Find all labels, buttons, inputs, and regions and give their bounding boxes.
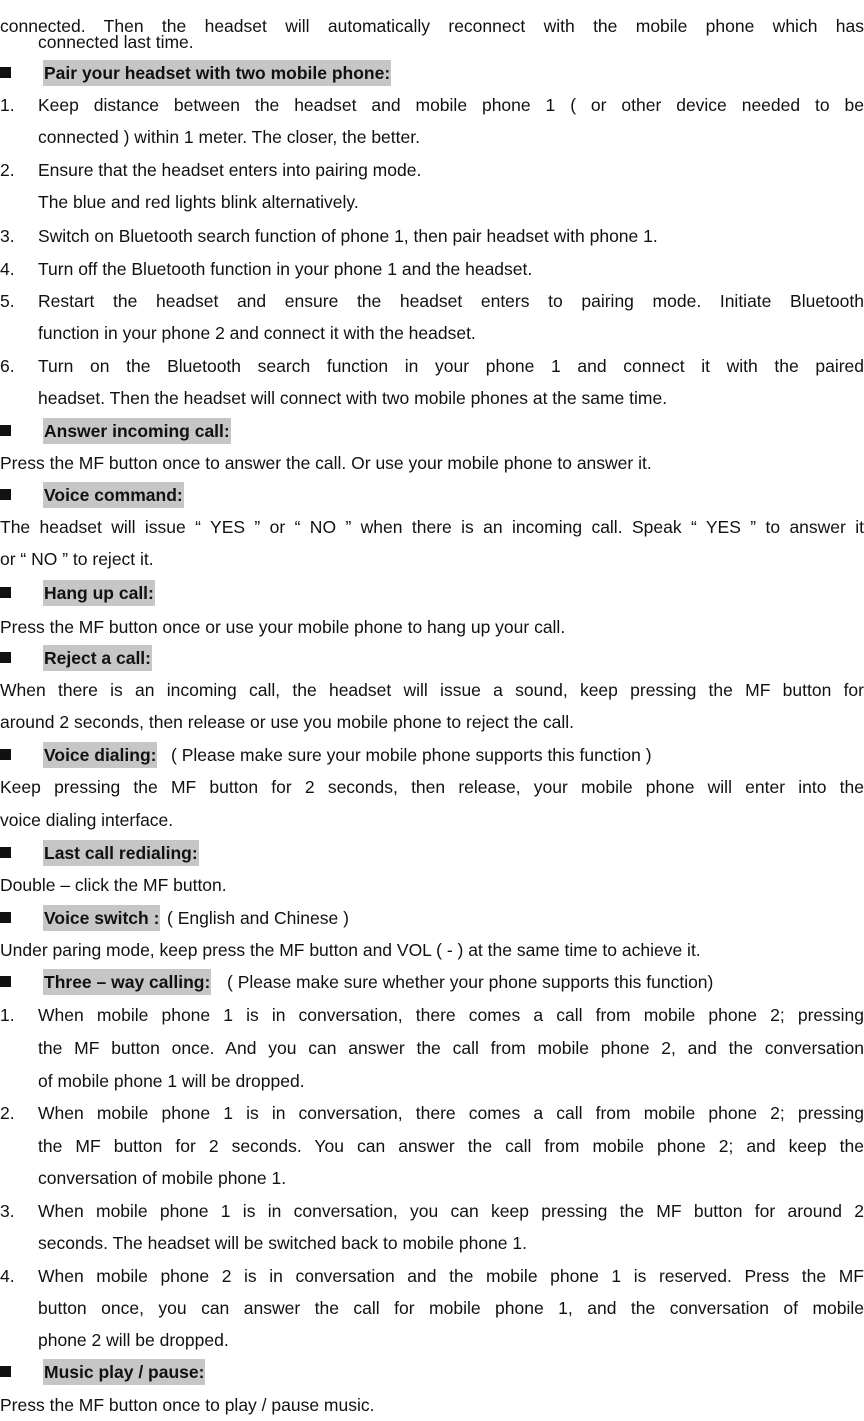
square-bullet-icon <box>0 912 11 923</box>
list-text: When mobile phone 1 is in conversation, there comes a call from mobile phone 2; pressing <box>38 1103 864 1123</box>
section-heading-three-way <box>0 966 864 998</box>
heading-label: Reject a call: <box>43 645 152 671</box>
square-bullet-icon <box>0 976 11 987</box>
list-text: Restart the headset and ensure the headset enters to pairing mode. Initiate Bluetooth <box>38 291 864 311</box>
text-line: Double – click the MF button. <box>0 875 227 895</box>
list-text: When mobile phone 2 is in conversation and the mobile phone 1 is reserved. Press the MF <box>38 1266 864 1286</box>
list-text: Keep distance between the headset and mobile phone 1 ( or other device needed to be <box>38 95 864 115</box>
list-number: 6. <box>0 356 15 376</box>
heading-label: Pair your headset with two mobile phone: <box>43 60 391 86</box>
section-heading-answer <box>0 415 864 447</box>
text-line: Keep pressing the MF button for 2 seconds, then release, your mobile phone will enter into the <box>0 777 864 797</box>
text-line: Press the MF button once to play / pause music. <box>0 1395 375 1415</box>
list-text: seconds. The headset will be switched back to mobile phone 1. <box>38 1233 528 1253</box>
list-text: phone 2 will be dropped. <box>38 1330 229 1350</box>
list-number: 5. <box>0 291 15 311</box>
list-text: When mobile phone 1 is in conversation, you can keep pressing the MF button for around 2 <box>38 1201 864 1221</box>
section-heading-voice-dialing <box>0 739 864 771</box>
section-heading-pair <box>0 57 864 89</box>
list-text: Turn on the Bluetooth search function in your phone 1 and connect it with the paired <box>38 356 864 376</box>
square-bullet-icon <box>0 425 11 436</box>
list-text: conversation of mobile phone 1. <box>38 1168 287 1188</box>
text-line: Press the MF button once or use your mobile phone to hang up your call. <box>0 617 566 637</box>
section-heading-reject <box>0 642 864 674</box>
text-line: When there is an incoming call, the headset will issue a sound, keep pressing the MF button for <box>0 680 864 700</box>
list-number: 3. <box>0 1201 15 1221</box>
list-text: connected ) within 1 meter. The closer, the better. <box>38 127 420 147</box>
square-bullet-icon <box>0 1366 11 1377</box>
square-bullet-icon <box>0 587 11 598</box>
list-text: of mobile phone 1 will be dropped. <box>38 1071 305 1091</box>
list-text: The blue and red lights blink alternatively. <box>38 192 359 212</box>
list-text: When mobile phone 1 is in conversation, there comes a call from mobile phone 2; pressing <box>38 1005 864 1025</box>
list-text: the MF button for 2 seconds. You can answer the call from mobile phone 2; and keep the <box>38 1136 864 1156</box>
section-heading-redial <box>0 837 864 869</box>
section-heading-music <box>0 1356 864 1388</box>
square-bullet-icon <box>0 749 11 760</box>
heading-note: ( Please make sure your mobile phone supports this function ) <box>171 745 652 765</box>
heading-label: Music play / pause: <box>43 1359 205 1385</box>
text-line: Under paring mode, keep press the MF button and VOL ( - ) at the same time to achieve it. <box>0 940 701 960</box>
list-text: Switch on Bluetooth search function of phone 1, then pair headset with phone 1. <box>38 226 658 246</box>
heading-note: ( English and Chinese ) <box>167 908 349 928</box>
list-number: 4. <box>0 259 15 279</box>
text-line: voice dialing interface. <box>0 810 174 830</box>
square-bullet-icon <box>0 652 11 663</box>
heading-label: Last call redialing: <box>43 840 199 866</box>
square-bullet-icon <box>0 489 11 500</box>
heading-label: Voice dialing: <box>43 742 157 768</box>
list-text: the MF button once. And you can answer the call from mobile phone 2, and the conversation <box>38 1038 864 1058</box>
square-bullet-icon <box>0 67 11 78</box>
list-number: 2. <box>0 1103 15 1123</box>
list-number: 4. <box>0 1266 15 1286</box>
heading-note: ( Please make sure whether your phone supports this function) <box>227 972 714 992</box>
square-bullet-icon <box>0 847 11 858</box>
text-line: connected last time. <box>38 32 194 52</box>
text-line: connected. Then the headset will automatically reconnect with the mobile phone which has <box>0 16 864 36</box>
text-line: around 2 seconds, then release or use you mobile phone to reject the call. <box>0 712 574 732</box>
text-line: The headset will issue “ YES ” or “ NO ” when there is an incoming call. Speak “ YES ” to answer it <box>0 517 864 537</box>
list-number: 3. <box>0 226 15 246</box>
heading-label: Voice switch : <box>43 905 160 931</box>
heading-label: Hang up call: <box>43 580 155 606</box>
section-heading-hangup <box>0 577 864 609</box>
text-line: or “ NO ” to reject it. <box>0 549 154 569</box>
list-number: 2. <box>0 160 15 180</box>
heading-label: Answer incoming call: <box>43 418 231 444</box>
list-text: headset. Then the headset will connect with two mobile phones at the same time. <box>38 388 668 408</box>
list-text: button once, you can answer the call for mobile phone 1, and the conversation of mobile <box>38 1298 864 1318</box>
heading-label: Three – way calling: <box>43 969 211 995</box>
heading-label: Voice command: <box>43 482 184 508</box>
list-text: Turn off the Bluetooth function in your phone 1 and the headset. <box>38 259 533 279</box>
section-heading-voice-switch <box>0 902 864 934</box>
text-line: Press the MF button once to answer the call. Or use your mobile phone to answer it. <box>0 453 652 473</box>
list-number: 1. <box>0 1005 15 1025</box>
section-heading-voice-command <box>0 479 864 511</box>
list-number: 1. <box>0 95 15 115</box>
list-text: function in your phone 2 and connect it with the headset. <box>38 323 476 343</box>
list-text: Ensure that the headset enters into pairing mode. <box>38 160 422 180</box>
